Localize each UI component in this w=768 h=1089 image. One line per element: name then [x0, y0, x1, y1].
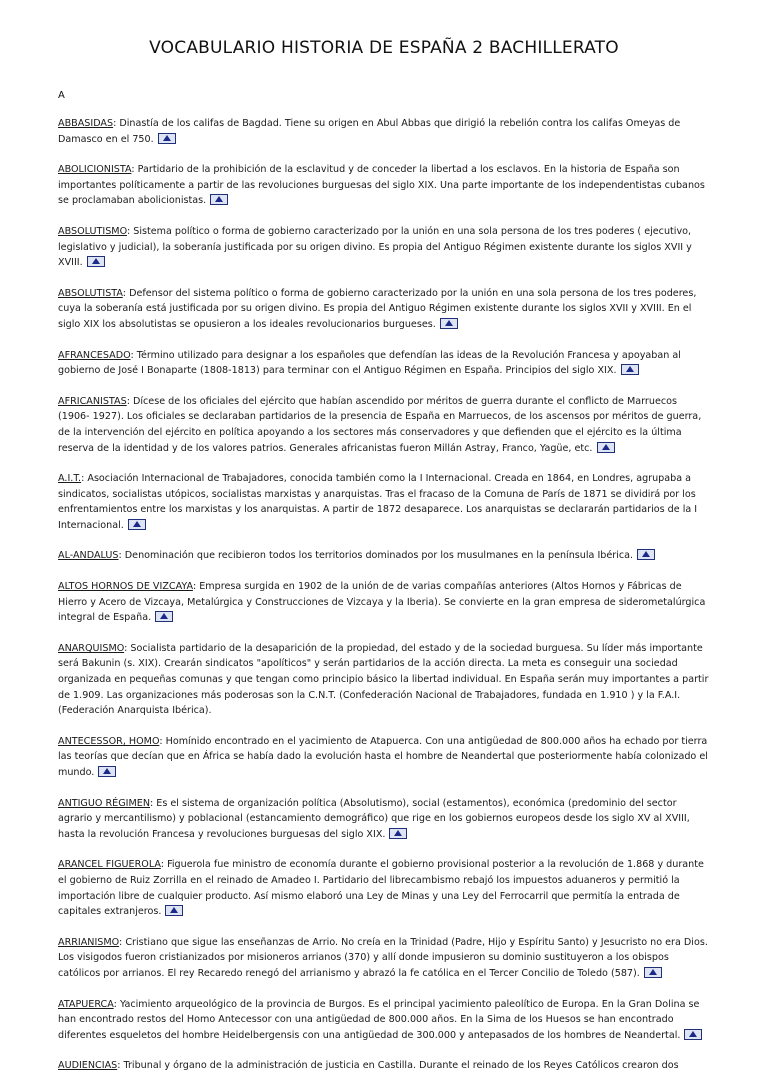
entry-definition: : Dinastía de los califas de Bagdad. Tiene su origen en Abul Abbas que dirigió la rebelión contra los califas Omeyas de Damasco en el 750.	[58, 118, 681, 145]
entry-definition: : Defensor del sistema político o forma de gobierno caracterizado por la unión en una sola persona de los tres poderes, cuya la soberanía está justificada por su origen divino. Es propia del Antiguo Régimen existente durante los siglos XVII y XVIII. En el siglo XIX los absolutistas se opusieron a los ideales revolucionarios burgueses.	[58, 287, 697, 330]
entry-term[interactable]: A.I.T.	[58, 473, 82, 485]
glossary-entry	[58, 734, 710, 781]
up-arrow-icon[interactable]	[597, 442, 615, 453]
glossary-entry	[58, 162, 710, 209]
up-arrow-icon[interactable]	[98, 766, 116, 777]
up-arrow-icon[interactable]	[637, 549, 655, 560]
entry-term[interactable]: AFRICANISTAS	[58, 395, 127, 407]
glossary-entry	[58, 471, 710, 533]
entry-definition: : Figuerola fue ministro de economía durante el gobierno provisional posterior a la revolución de 1.868 y durante el gobierno de Ruiz Zorrilla en el reinado de Amadeo I. Partidario del librecambismo rebajó los impuestos aduaneros y permitió la importación libre de cualquier producto. Así mismo elaboró una Ley de Minas y una Ley del Ferrocarril que permitía la entrada de capitales extranjeros.	[58, 859, 704, 918]
glossary-entry	[58, 997, 710, 1044]
up-arrow-icon[interactable]	[87, 256, 105, 267]
entry-definition: : Es el sistema de organización política (Absolutismo), social (estamentos), económica (predominio del sector agrario y mercantilismo) y poblacional (estancamiento demográfico) que rige en los gobiernos europeos desde los siglo XV al XVIII, hasta la revolución Francesa y revoluciones burguesas del siglo XIX.	[58, 797, 690, 840]
glossary-entry	[58, 796, 710, 843]
entry-term[interactable]: AFRANCESADO	[58, 349, 131, 361]
up-arrow-icon[interactable]	[389, 828, 407, 839]
up-arrow-icon[interactable]	[155, 611, 173, 622]
entry-term[interactable]: ABBASIDAS	[58, 118, 114, 129]
entry-definition: : Yacimiento arqueológico de la provincia de Burgos. Es el principal yacimiento paleolítico de Europa. En la Gran Dolina se han encontrado restos del Homo Antecessor con una antigüedad de 800.000 años. En la Sima de los Huesos se han encontrado diferentes esqueletos del hombre Heidelbergensis con una antigüedad de 300.000 y antepasados de los hombres de Neandertal.	[58, 998, 700, 1041]
up-arrow-icon[interactable]	[621, 364, 639, 375]
up-arrow-icon[interactable]	[644, 967, 662, 978]
glossary-entry	[58, 1058, 710, 1074]
entry-term[interactable]: ALTOS HORNOS DE VIZCAYA	[58, 581, 193, 593]
up-arrow-icon[interactable]	[165, 905, 183, 916]
entry-term[interactable]: ANTECESSOR, HOMO	[58, 735, 160, 747]
entry-term[interactable]: ATAPUERCA	[58, 998, 114, 1010]
glossary-list	[58, 116, 710, 1089]
entry-definition: : Tribunal y órgano de la administración de justicia en Castilla. Durante el reinado de los Reyes Católicos crearon dos	[117, 1060, 679, 1072]
entry-term[interactable]: ABSOLUTISMO	[58, 225, 127, 237]
glossary-entry	[58, 116, 710, 147]
entry-term[interactable]: ANARQUISMO	[58, 642, 125, 654]
up-arrow-icon[interactable]	[440, 318, 458, 329]
section-letter: A	[58, 90, 65, 101]
entry-definition: : Partidario de la prohibición de la esclavitud y de conceder la libertad a los esclavos. En la historia de España son importantes políticamente a partir de las revoluciones burguesas del siglo XIX. Una parte importante de los independentistas cubanos se proclamaban abolicionistas.	[58, 164, 705, 207]
entry-definition: : Asociación Internacional de Trabajadores, conocida también como la I Internacional. Creada en 1864, en Londres, agrupaba a sindicatos, socialistas utópicos, socialistas marxistas y anarquistas. Tras el fracaso de la Comuna de París de 1871 se dividirá por los enfrentamientos entre los marxistas y los anarquistas. A partir de 1872 desaparece. Los anarquistas se declararán partidarios de la I Internacional.	[58, 473, 698, 531]
entry-term[interactable]: AL-ANDALUS	[58, 550, 119, 562]
entry-term[interactable]: ANTIGUO RÉGIMEN	[58, 797, 150, 809]
glossary-entry	[58, 579, 710, 626]
entry-definition: : Sistema político o forma de gobierno caracterizado por la unión en una sola persona de los tres poderes ( ejecutivo, legislativo y judicial), la soberanía justificada por su origen divino. Es propia del Antiguo Régimen existente durante los siglos XVII y XVIII.	[58, 225, 692, 269]
entry-term[interactable]: ARANCEL FIGUEROLA	[58, 859, 161, 871]
entry-term[interactable]: ABSOLUTISTA	[58, 287, 123, 299]
entry-definition: : Cristiano que sigue las enseñanzas de Arrio. No creía en la Trinidad (Padre, Hijo y Espíritu Santo) y Jesucristo no era Dios. Los visigodos fueron cristianizados por misioneros arrianos (370) y allí donde impusieron su dominio sustituyeron a los obispos católicos por arrianos. El rey Recaredo renegó del arrianismo y abrazó la fe católica en el Tercer Concilio de Toledo (587).	[58, 936, 708, 979]
entry-term[interactable]: ARRIANISMO	[58, 936, 120, 948]
glossary-entry	[58, 935, 710, 982]
glossary-entry	[58, 548, 710, 564]
entry-definition: : Socialista partidario de la desaparición de la propiedad, del estado y de la sociedad burguesa. Su líder más importante será Bakunin (s. XIX). Crearán sindicatos "apolíticos" y serán partidarios de la acción directa. La meta es conseguir una sociedad organizada en pequeñas comunas y que tengan como principio básico la libertad individual. En España serán muy importantes a partir de 1.909. Las organizaciones más poderosas son la C.N.T. (Confederación Nacional de Trabajadores, fundada en 1.910 ) y la F.A.I. (Federación Anarquista Ibérica).	[58, 642, 709, 717]
document-title: VOCABULARIO HISTORIA DE ESPAÑA 2 BACHILLERATO	[149, 38, 619, 58]
up-arrow-icon[interactable]	[128, 519, 146, 530]
up-arrow-icon[interactable]	[684, 1029, 702, 1040]
glossary-entry	[58, 857, 710, 919]
entry-definition: : Dícese de los oficiales del ejército que habían ascendido por méritos de guerra durante el conflicto de Marruecos (1906- 1927). Los oficiales se declaraban partidarios de la presencia de España en Marruecos, de los ascensos por méritos de guerra, de la intervención del ejército en política apoyando a los sectores más conservadores y que defienden que el ejército es la última reserva de la identidad y de los valores patrios. Generales africanistas fueron Millán Astray, Franco, Yagüe, etc.	[58, 395, 702, 454]
up-arrow-icon[interactable]	[158, 133, 176, 144]
entry-definition: : Denominación que recibieron todos los territorios dominados por los musulmanes en la península Ibérica.	[118, 550, 634, 562]
glossary-entry	[58, 224, 710, 271]
entry-term[interactable]: AUDIENCIAS	[58, 1060, 118, 1072]
glossary-entry	[58, 348, 710, 379]
entry-definition: : Homínido encontrado en el yacimiento de Atapuerca. Con una antigüedad de 800.000 años ha echado por tierra las teorías que decían que en África se había dado la evolución hasta el hombre de Neandertal que posteriormente había colonizado el mundo.	[58, 735, 708, 778]
glossary-entry	[58, 286, 710, 333]
entry-definition: : Término utilizado para designar a los españoles que defendían las ideas de la Revolución Francesa y apoyaban al gobierno de José I Bonaparte (1808-1813) para terminar con el Antiguo Régimen en España. Principios del siglo XIX.	[58, 349, 681, 377]
entry-definition: : Empresa surgida en 1902 de la unión de de varias compañías anteriores (Altos Hornos y Fábricas de Hierro y Acero de Vizcaya, Metalúrgica y Construcciones de Vizcaya y la Iberia). Se convierte en la gran empresa de siderometalúrgica integral de España.	[58, 581, 706, 624]
entry-term[interactable]: ABOLICIONISTA	[58, 164, 132, 176]
up-arrow-icon[interactable]	[210, 194, 228, 205]
glossary-entry	[58, 394, 710, 456]
glossary-entry	[58, 641, 710, 719]
